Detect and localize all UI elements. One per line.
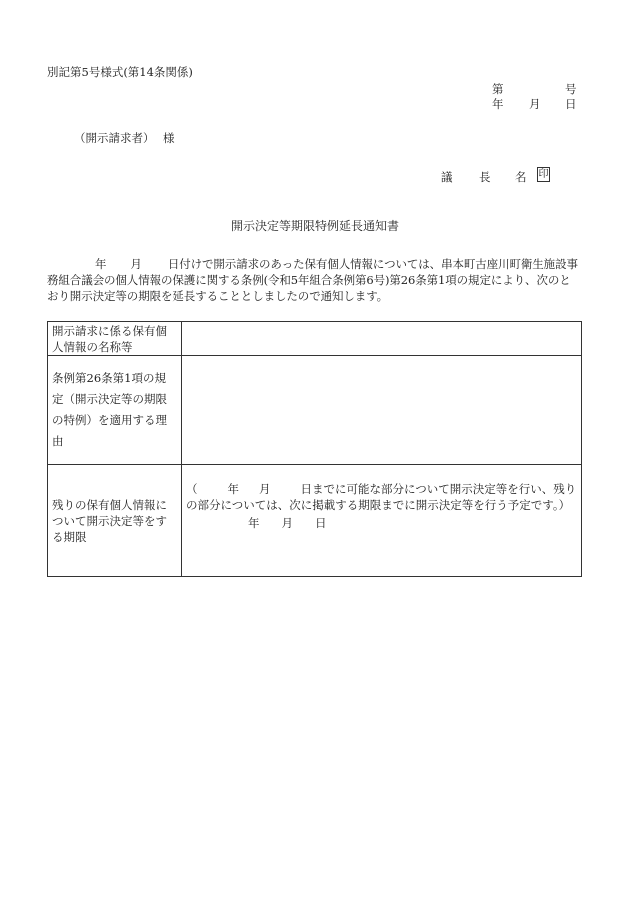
row3-date-month: 月 bbox=[281, 516, 293, 530]
table-row bbox=[48, 465, 582, 577]
document-title: 開示決定等期限特例延長通知書 bbox=[230, 219, 399, 233]
body-year: 年 bbox=[95, 257, 107, 271]
addressee-name: （開示請求者） bbox=[74, 131, 155, 145]
body-text: 日付けで開示請求のあった保有個人情報については、串本町古座川町衛生施設事務組合議会の個人情報の保護に関する条例(令和5年組合条例第6号)第26条第1項の規定により、次のとおり開示決定等の期限を延長することとしましたので通知します。 bbox=[47, 257, 578, 303]
addressee-honorific: 様 bbox=[163, 131, 175, 145]
form-number: 別記第5号様式(第14条関係) bbox=[47, 65, 193, 79]
sender-name: 名 bbox=[515, 170, 527, 184]
row3-label: 残りの保有個人情報について開示決定等をする期限 bbox=[48, 465, 182, 577]
row1-value bbox=[182, 322, 582, 356]
date-month: 月 bbox=[529, 97, 541, 111]
row2-value bbox=[182, 356, 582, 465]
row3-month: 月 bbox=[259, 482, 271, 496]
row2-label: 条例第26条第1項の規定（開示決定等の期限の特例）を適用する理由 bbox=[48, 356, 182, 465]
date-day: 日 bbox=[565, 97, 577, 111]
row3-date-day: 日 bbox=[315, 516, 327, 530]
sender-title-char-2: 長 bbox=[479, 170, 491, 184]
row3-value bbox=[182, 465, 582, 577]
document-number-label: 第 bbox=[492, 82, 504, 96]
row3-text: 日までに可能な部分について開示決定等を行い、残りの部分については、次に掲載する期限までに開示決定等を行う予定です。） bbox=[186, 482, 577, 512]
row3-deadline-date bbox=[186, 513, 577, 531]
table-row bbox=[48, 322, 582, 356]
row1-label: 開示請求に係る保有個人情報の名称等 bbox=[48, 322, 182, 356]
row3-year: 年 bbox=[227, 482, 239, 496]
date-year: 年 bbox=[492, 97, 504, 111]
info-table bbox=[47, 321, 582, 577]
seal-box: 印 bbox=[538, 169, 549, 180]
row3-open-paren: （ bbox=[186, 482, 198, 496]
sender-title-char-1: 議 bbox=[441, 170, 453, 184]
document-number-suffix: 号 bbox=[565, 82, 577, 96]
body-month: 月 bbox=[130, 257, 142, 271]
table-row bbox=[48, 356, 582, 465]
body-paragraph bbox=[47, 256, 582, 304]
row3-date-year: 年 bbox=[248, 516, 260, 530]
